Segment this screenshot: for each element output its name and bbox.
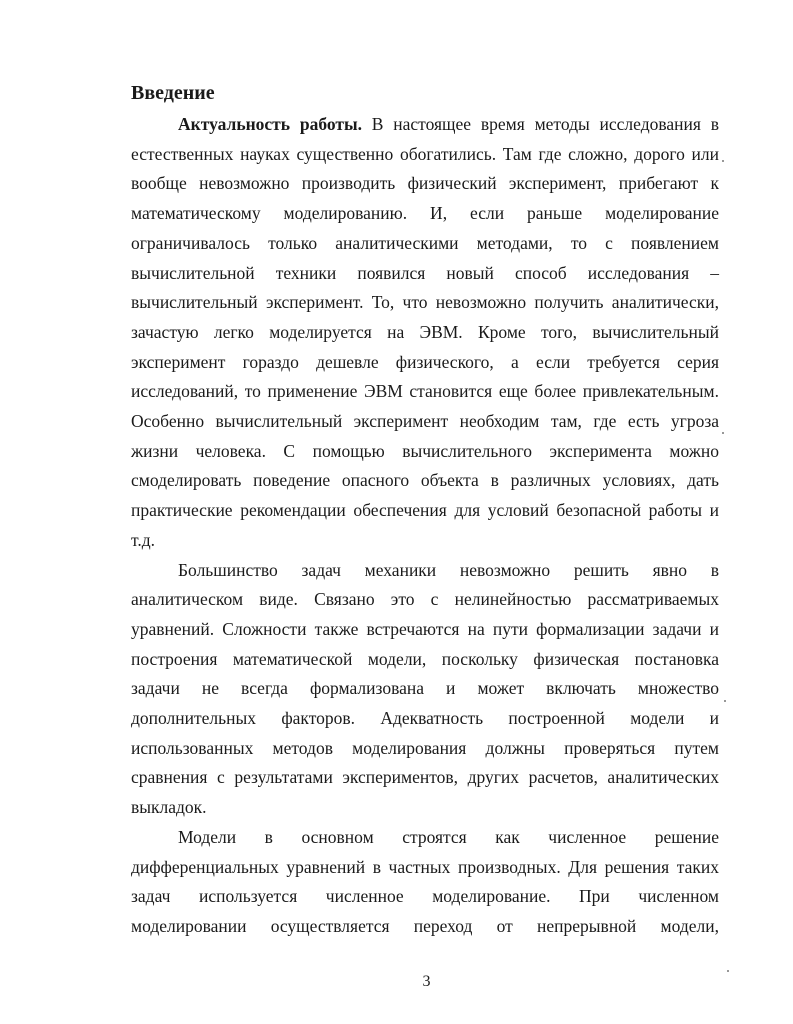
text-line: вычислительный эксперимент. То, что невозможно получить аналитически, (131, 292, 719, 313)
text-line: эксперимент гораздо дешевле физического, а если требуется серия (131, 351, 719, 372)
text-line: ограничивалось только аналитическими методами, то с появлением (131, 232, 719, 253)
text-line: практические рекомендации обеспечения для условий безопасной работы и (131, 500, 719, 521)
text-line: использованных методов моделирования должны проверяться путем (131, 737, 719, 758)
text-line: исследований, то применение ЭВМ становится еще более привлекательным. (131, 381, 719, 402)
text-line: т.д. (131, 529, 155, 550)
text-line: построения математической модели, поскольку физическая постановка (131, 648, 719, 669)
body-text (131, 110, 719, 942)
lead-phrase: Актуальность работы. (178, 114, 362, 134)
text-line: вычислительной техники появился новый способ исследования – (131, 262, 719, 283)
paragraph-1 (131, 110, 719, 556)
text-line: аналитическом виде. Связано это с нелинейностью рассматриваемых (131, 589, 719, 610)
text-line: Особенно вычислительный эксперимент необходим там, где есть угроза (131, 411, 719, 432)
text-line: задачи не всегда формализована и может включать множество (131, 678, 719, 699)
scan-speck (722, 432, 724, 434)
paragraph-2 (131, 556, 719, 823)
text-line: естественных науках существенно обогатились. Там где сложно, дорого или (131, 143, 719, 164)
page-number: 3 (422, 973, 431, 990)
text-line: дифференциальных уравнений в частных производных. Для решения таких (131, 856, 719, 877)
text-line: Большинство задач механики невозможно решить явно в (178, 559, 719, 580)
text-line: вообще невозможно производить физический эксперимент, прибегают к (131, 173, 719, 194)
text-line: зачастую легко моделируется на ЭВМ. Кроме того, вычислительный (131, 321, 719, 342)
text-line: смоделировать поведение опасного объекта в различных условиях, дать (131, 470, 719, 491)
text-line: уравнений. Сложности также встречаются на пути формализации задачи и (131, 618, 719, 639)
text-line: Модели в основном строятся как численное решение (178, 826, 719, 847)
scan-speck (722, 160, 724, 162)
scan-speck (727, 970, 729, 972)
text-line: Актуальность работы. В настоящее время методы исследования в (178, 114, 719, 134)
text-line: жизни человека. С помощью вычислительного эксперимента можно (131, 440, 719, 461)
text-line: математическому моделированию. И, если раньше моделирование (131, 203, 719, 224)
scan-speck (724, 700, 726, 702)
text-line: сравнения с результатами экспериментов, других расчетов, аналитических (131, 767, 719, 788)
text-line: моделировании осуществляется переход от непрерывной модели, (131, 915, 719, 936)
text-line: дополнительных факторов. Адекватность построенной модели и (131, 708, 719, 729)
text-line: задач используется численное моделирование. При численном (131, 886, 719, 907)
section-heading: Введение (131, 82, 215, 104)
paragraph-3 (131, 823, 719, 942)
text-line: выкладок. (131, 797, 207, 818)
